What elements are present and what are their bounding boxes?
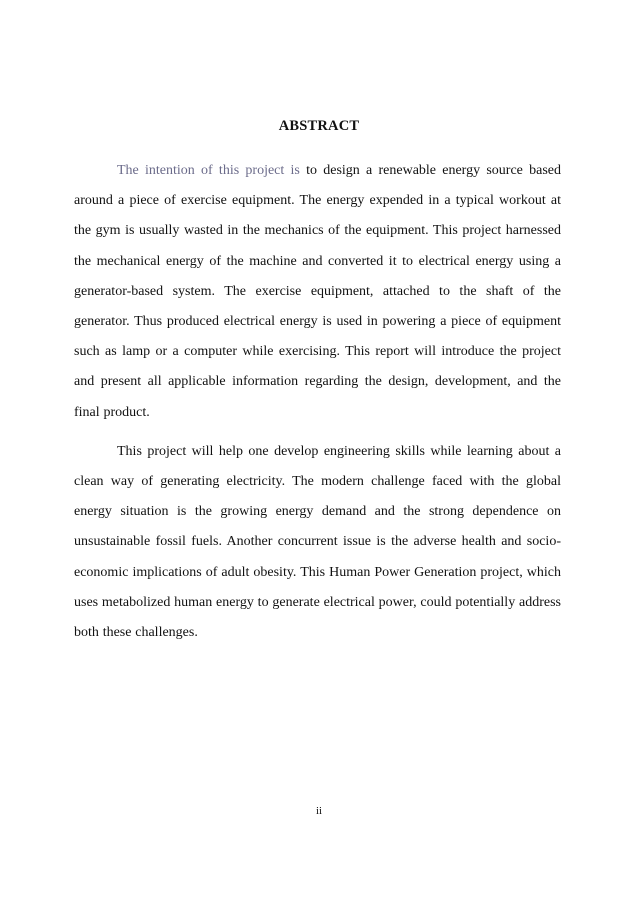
page-number: ii [315,805,323,817]
abstract-body [74,156,561,648]
abstract-paragraph-2: This project will help one develop engineering skills while learning about a clean way of generating electricity. The modern challenge faced with the global energy situation is the growing energy demand and the strong dependence on unsustainable fossil fuels. Another concurrent issue is the adverse health and socio-economic implications of adult obesity. This Human Power Generation project, which uses metabolized human energy to generate electrical power, could potentially address both these challenges. [74,443,561,641]
abstract-title: ABSTRACT [278,118,360,134]
paragraph-1-lead: The intention of this project is [117,163,300,178]
paragraph-1-rest: to design a renewable energy source based around a piece of exercise equipment. The energy expended in a typical workout at the gym is usually wasted in the mechanics of the equipment. This project harnessed the mechanical energy of the machine and converted it to electrical energy using a generator-based system. The exercise equipment, attached to the shaft of the generator. Thus produced electrical energy is used in powering a piece of equipment such as lamp or a computer while exercising. This report will introduce the project and present all applicable information regarding the design, development, and the final product. [74,163,561,420]
abstract-paragraph-1 [74,156,561,428]
